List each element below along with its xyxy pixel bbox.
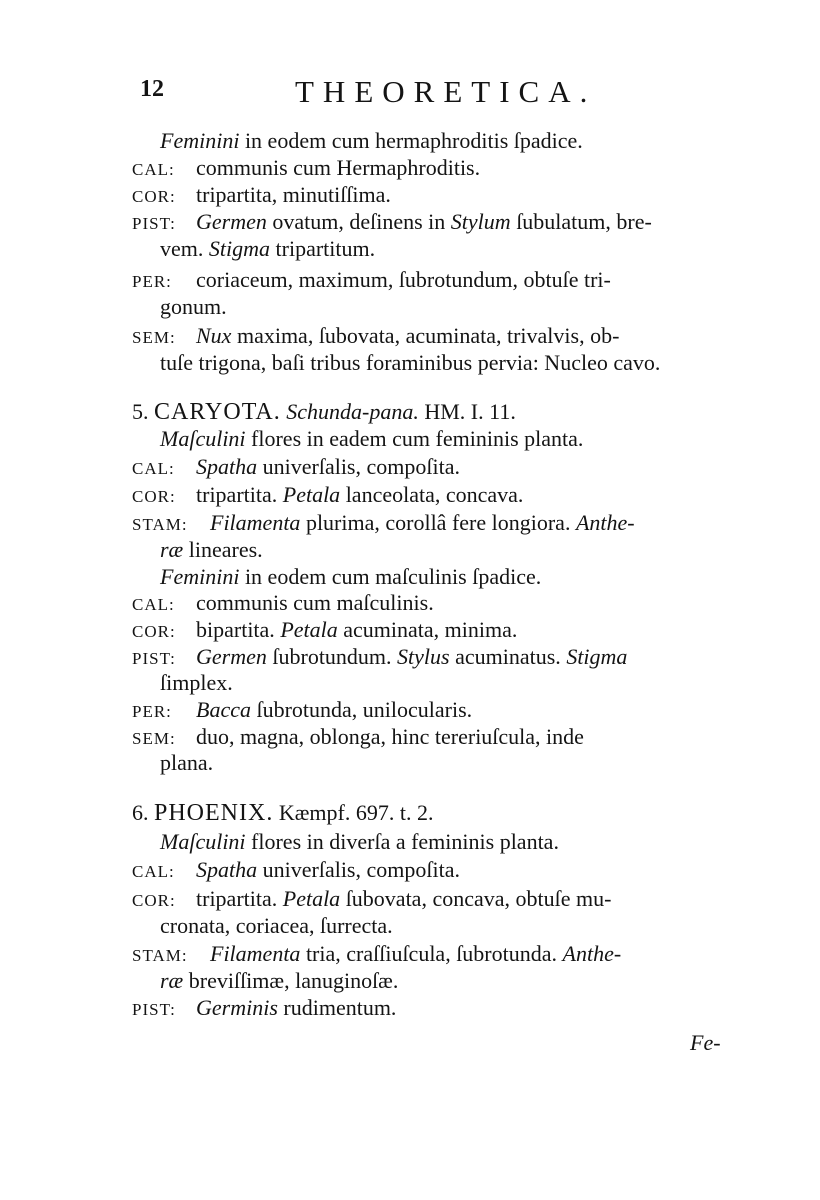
running-head: THEORETICA.: [295, 74, 597, 109]
line-label: PIST:: [132, 214, 176, 233]
text-line: COR: tripartita, minutiſſima.: [132, 182, 391, 210]
text-line: PIST: Germinis rudimentum.: [132, 995, 396, 1023]
text-line: PIST: Germen ovatum, deſinens in Stylum ſubulatum, bre-: [132, 209, 652, 237]
text-line: ræ breviſſimæ, lanuginoſæ.: [160, 968, 399, 993]
text-line: STAM: Filamenta plurima, corollâ fere longiora. Anthe-: [132, 510, 635, 538]
line-label: SEM:: [132, 328, 176, 347]
page-header: [140, 74, 740, 110]
text-line: Feminini in eodem cum hermaphroditis ſpadice.: [160, 128, 583, 153]
page-number: 12: [140, 76, 164, 102]
text-line: PIST: Germen ſubrotundum. Stylus acuminatus. Stigma: [132, 644, 627, 672]
text-line: PER: coriaceum, maximum, ſubrotundum, obtuſe tri-: [132, 267, 611, 295]
text-line: STAM: Filamenta tria, craſſiuſcula, ſubrotunda. Anthe-: [132, 941, 621, 969]
text-line: CAL: Spatha univerſalis, compoſita.: [132, 454, 460, 482]
line-label: SEM:: [132, 729, 176, 748]
text-line: tuſe trigona, baſi tribus foraminibus pervia: Nucleo cavo.: [160, 350, 661, 375]
line-label: CAL:: [132, 160, 175, 179]
line-label: COR:: [132, 187, 176, 206]
catchword: Fe-: [690, 1030, 721, 1055]
text-line: COR: tripartita. Petala lanceolata, concava.: [132, 482, 523, 510]
text-line: gonum.: [160, 294, 227, 319]
text-line: plana.: [160, 750, 214, 775]
line-label: CAL:: [132, 595, 175, 614]
line-label: PER:: [132, 702, 172, 721]
line-label: STAM:: [132, 515, 188, 534]
text-line: COR: bipartita. Petala acuminata, minima.: [132, 617, 517, 645]
text-line: PER: Bacca ſubrotunda, unilocularis.: [132, 697, 472, 725]
line-label: COR:: [132, 487, 176, 506]
text-line: SEM: duo, magna, oblonga, hinc tereriuſcula, inde: [132, 724, 584, 752]
line-label: PIST:: [132, 1000, 176, 1019]
text-line: Feminini in eodem cum maſculinis ſpadice.: [160, 564, 542, 589]
text-line: Maſculini flores in eadem cum femininis planta.: [160, 426, 584, 451]
line-label: PER:: [132, 272, 172, 291]
line-label: PIST:: [132, 649, 176, 668]
line-label: CAL:: [132, 459, 175, 478]
genus-heading: 5. CARYOTA. Schunda-pana. HM. I. 11.: [132, 399, 516, 425]
text-line: cronata, coriacea, ſurrecta.: [160, 913, 393, 938]
text-line: ſimplex.: [160, 670, 233, 695]
text-line: ræ lineares.: [160, 537, 263, 562]
text-line: Maſculini flores in diverſa a femininis planta.: [160, 829, 559, 854]
text-line: COR: tripartita. Petala ſubovata, concava, obtuſe mu-: [132, 886, 611, 914]
text-line: CAL: communis cum Hermaphroditis.: [132, 155, 480, 183]
genus-heading: 6. PHOENIX. Kæmpf. 697. t. 2.: [132, 800, 434, 826]
line-label: COR:: [132, 891, 176, 910]
line-label: COR:: [132, 622, 176, 641]
text-line: SEM: Nux maxima, ſubovata, acuminata, trivalvis, ob-: [132, 323, 619, 351]
text-line: CAL: Spatha univerſalis, compoſita.: [132, 857, 460, 885]
line-label: CAL:: [132, 862, 175, 881]
text-line: vem. Stigma tripartitum.: [160, 236, 376, 261]
text-line: CAL: communis cum maſculinis.: [132, 590, 434, 618]
line-label: STAM:: [132, 946, 188, 965]
